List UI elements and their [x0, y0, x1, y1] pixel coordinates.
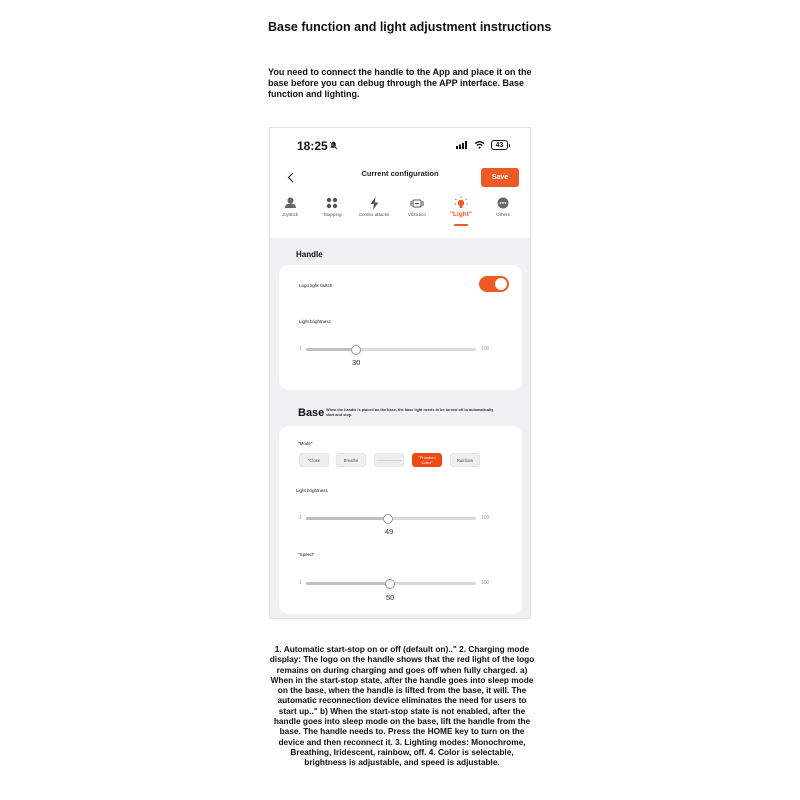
tab-label: "Light" — [449, 211, 473, 218]
slider-min-label: 1 — [299, 580, 302, 586]
tab-light[interactable] — [441, 196, 481, 218]
slider-fill — [306, 517, 388, 520]
tab-joystick[interactable] — [270, 196, 310, 218]
tab-label: Others — [496, 212, 510, 217]
active-tab-indicator — [454, 224, 468, 226]
handle-brightness-value: 30 — [352, 358, 361, 367]
tab-label: Vibration — [407, 212, 427, 217]
base-section-title: Base — [298, 407, 325, 419]
status-indicators — [456, 140, 508, 150]
mode-phantom-color-button[interactable]: "Phantom Color" — [412, 453, 442, 467]
page-title: Base function and light adjustment instructions — [268, 20, 552, 34]
speed-value: 50 — [386, 593, 395, 602]
tab-label: Combo attacks — [358, 212, 390, 217]
slider-thumb[interactable] — [351, 345, 361, 355]
speed-slider[interactable] — [306, 582, 476, 585]
tab-mapping[interactable] — [312, 196, 352, 218]
battery-level: 43 — [495, 141, 504, 149]
mapping-icon — [326, 197, 338, 209]
light-bulb-icon — [454, 196, 468, 210]
slider-min-label: 1 — [299, 346, 302, 352]
mode-label: "Mode" — [298, 441, 313, 446]
save-button[interactable]: Save — [481, 168, 519, 187]
toggle-knob — [495, 278, 507, 290]
slider-min-label: 1 — [299, 515, 302, 521]
handle-brightness-label: Light brightness — [299, 319, 331, 324]
slider-fill — [306, 582, 390, 585]
logo-light-toggle[interactable] — [479, 276, 509, 292]
handle-brightness-slider[interactable] — [306, 348, 476, 351]
base-note: When the handle is placed on the base, the base light needs to be turned off to automatically start and stop. — [326, 408, 494, 417]
base-brightness-value: 49 — [385, 527, 394, 536]
tab-vibration[interactable] — [397, 196, 437, 218]
base-brightness-slider[interactable] — [306, 517, 476, 520]
base-brightness-label: Light brightness — [296, 488, 328, 493]
bell-muted-icon — [329, 141, 338, 150]
mode-breathe-button[interactable]: Breathe — [336, 453, 366, 467]
header-title: Current configuration — [361, 169, 439, 178]
mode-rainbow-button[interactable]: Rainbow — [450, 453, 480, 467]
vibration-icon — [410, 199, 424, 208]
chevron-left-icon — [287, 172, 294, 183]
back-button[interactable] — [283, 168, 297, 186]
slider-thumb[interactable] — [383, 514, 393, 524]
logo-light-switch-label: Logo light switch — [299, 283, 333, 288]
slider-max-label: 100 — [481, 515, 490, 521]
lightning-icon — [370, 197, 379, 210]
tab-combo-attacks[interactable] — [354, 196, 394, 218]
status-time: 18:25 — [297, 139, 328, 153]
slider-max-label: 100 — [481, 346, 490, 352]
wifi-icon — [474, 141, 485, 149]
tab-label: "Mapping — [322, 212, 342, 217]
speed-label: "Speed" — [298, 552, 315, 557]
slider-max-label: 100 — [481, 580, 490, 586]
signal-icon — [456, 141, 468, 149]
slider-thumb[interactable] — [385, 579, 395, 589]
mode-close-button[interactable]: "Close — [299, 453, 329, 467]
instructions-text: 1. Automatic start-stop on or off (default on).." 2. Charging mode display: The logo on the handle shows that the red light of the logo remains on during charging and goes off when fully charged. a) When in the start-stop state, after the handle goes into sleep mode on the base, when the handle is lifted from the base, it will. The automatic reconnection device eliminates the need for users to start up.." b) When the start-stop state is not enabled, after the handle goes into sleep mode on the base, lift the handle from the base. The handle needs to. Press the HOME key to turn on the device and then reconnect it. 3. Lighting modes: Monochrome, Breathing, Iridescent, rainbow, off. 4. Color is selectable, brightness is adjustable, and speed is adjustable. — [269, 644, 535, 768]
intro-text: You need to connect the handle to the App and place it on the base before you can debug through the APP interface. Base function and lighting. — [268, 67, 532, 99]
battery-icon — [491, 140, 508, 150]
mode-iridescent-button[interactable]: —————— — [374, 453, 404, 467]
joystick-icon — [284, 197, 297, 209]
phone-screen — [269, 127, 531, 619]
more-icon — [497, 197, 509, 209]
slider-fill — [306, 348, 356, 351]
tab-others[interactable] — [483, 196, 523, 218]
tab-label: Joystick — [281, 212, 299, 217]
handle-section-title: Handle — [296, 250, 323, 259]
